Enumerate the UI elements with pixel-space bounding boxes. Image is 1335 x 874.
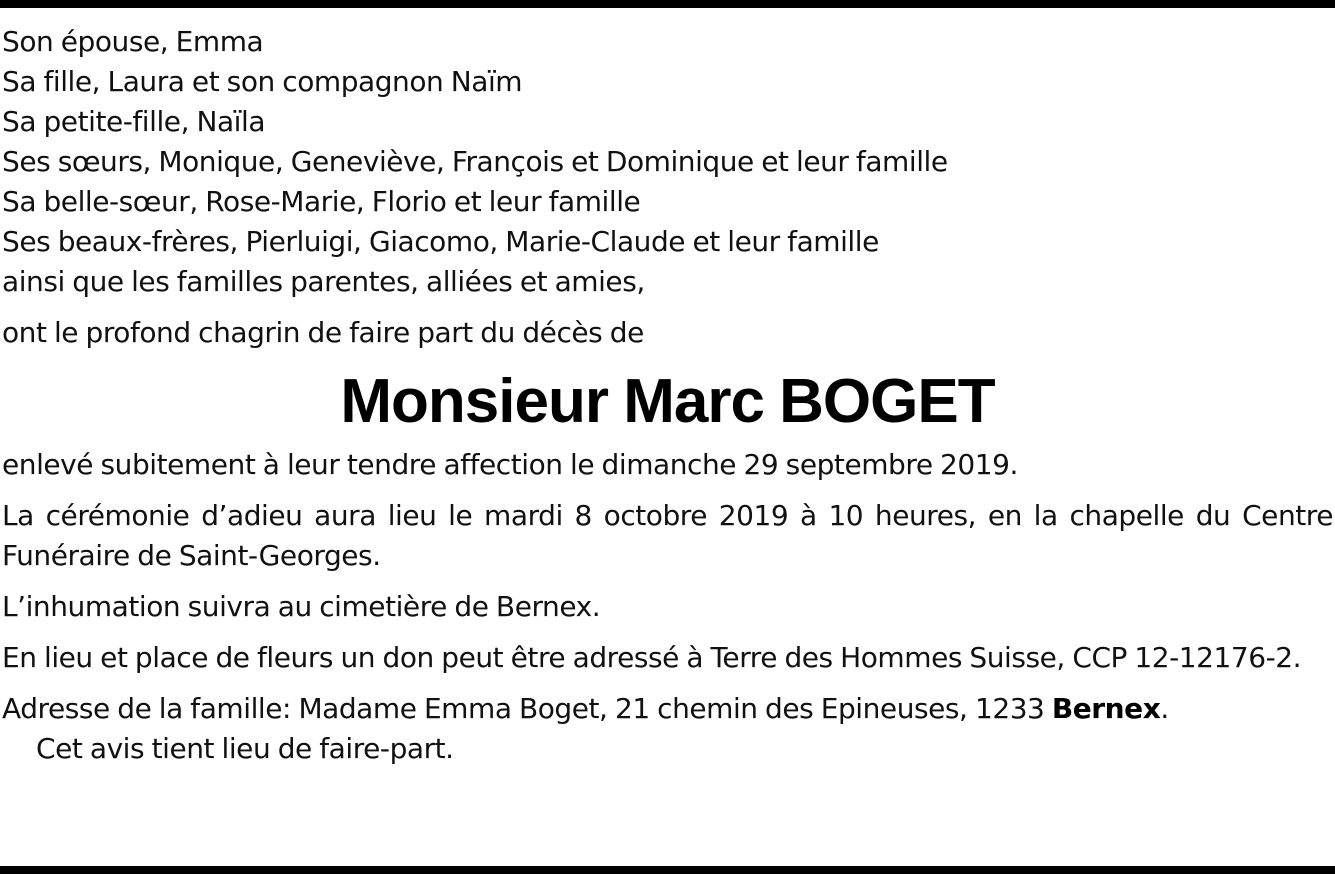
family-line-brothers-in-law: Ses beaux-frères, Pierluigi, Giacomo, Marie-Claude et leur famille	[2, 225, 879, 258]
donation-text: En lieu et place de fleurs un don peut être adressé à Terre des Hommes Suisse, CCP 12-12176-2.	[2, 641, 1302, 674]
family-address	[2, 689, 1333, 729]
death-notice	[2, 22, 1333, 769]
closing-text: Cet avis tient lieu de faire-part.	[36, 732, 454, 765]
family-line-spouse: Son épouse, Emma	[2, 25, 264, 58]
family-list	[2, 22, 1333, 302]
burial-text: L’inhumation suivra au cimetière de Bernex.	[2, 590, 601, 623]
address-text: Adresse de la famille: Madame Emma Boget, 21 chemin des Epineuses, 1233	[2, 692, 1052, 725]
bottom-rule	[0, 866, 1335, 874]
death-date-text: enlevé subitement à leur tendre affection le dimanche 29 septembre 2019.	[2, 448, 1018, 481]
announcement-text: ont le profond chagrin de faire part du décès de	[2, 316, 644, 349]
address-period: .	[1160, 692, 1169, 725]
family-line-relatives: ainsi que les familles parentes, alliées et amies,	[2, 265, 645, 298]
address-city: Bernex	[1051, 692, 1161, 725]
deceased-name: Monsieur Marc BOGET	[340, 367, 995, 436]
family-line-sister-in-law: Sa belle-sœur, Rose-Marie, Florio et leur famille	[2, 185, 641, 218]
top-rule	[0, 0, 1335, 8]
family-line-daughter: Sa fille, Laura et son compagnon Naïm	[2, 65, 523, 98]
family-line-sisters: Ses sœurs, Monique, Geneviève, François et Dominique et leur famille	[2, 145, 948, 178]
ceremony-text: La cérémonie d’adieu aura lieu le mardi 8 octobre 2019 à 10 heures, en la chapelle du Centre Funéraire de Saint-Georges.	[2, 499, 1333, 572]
family-line-granddaughter: Sa petite-fille, Naïla	[2, 105, 266, 138]
